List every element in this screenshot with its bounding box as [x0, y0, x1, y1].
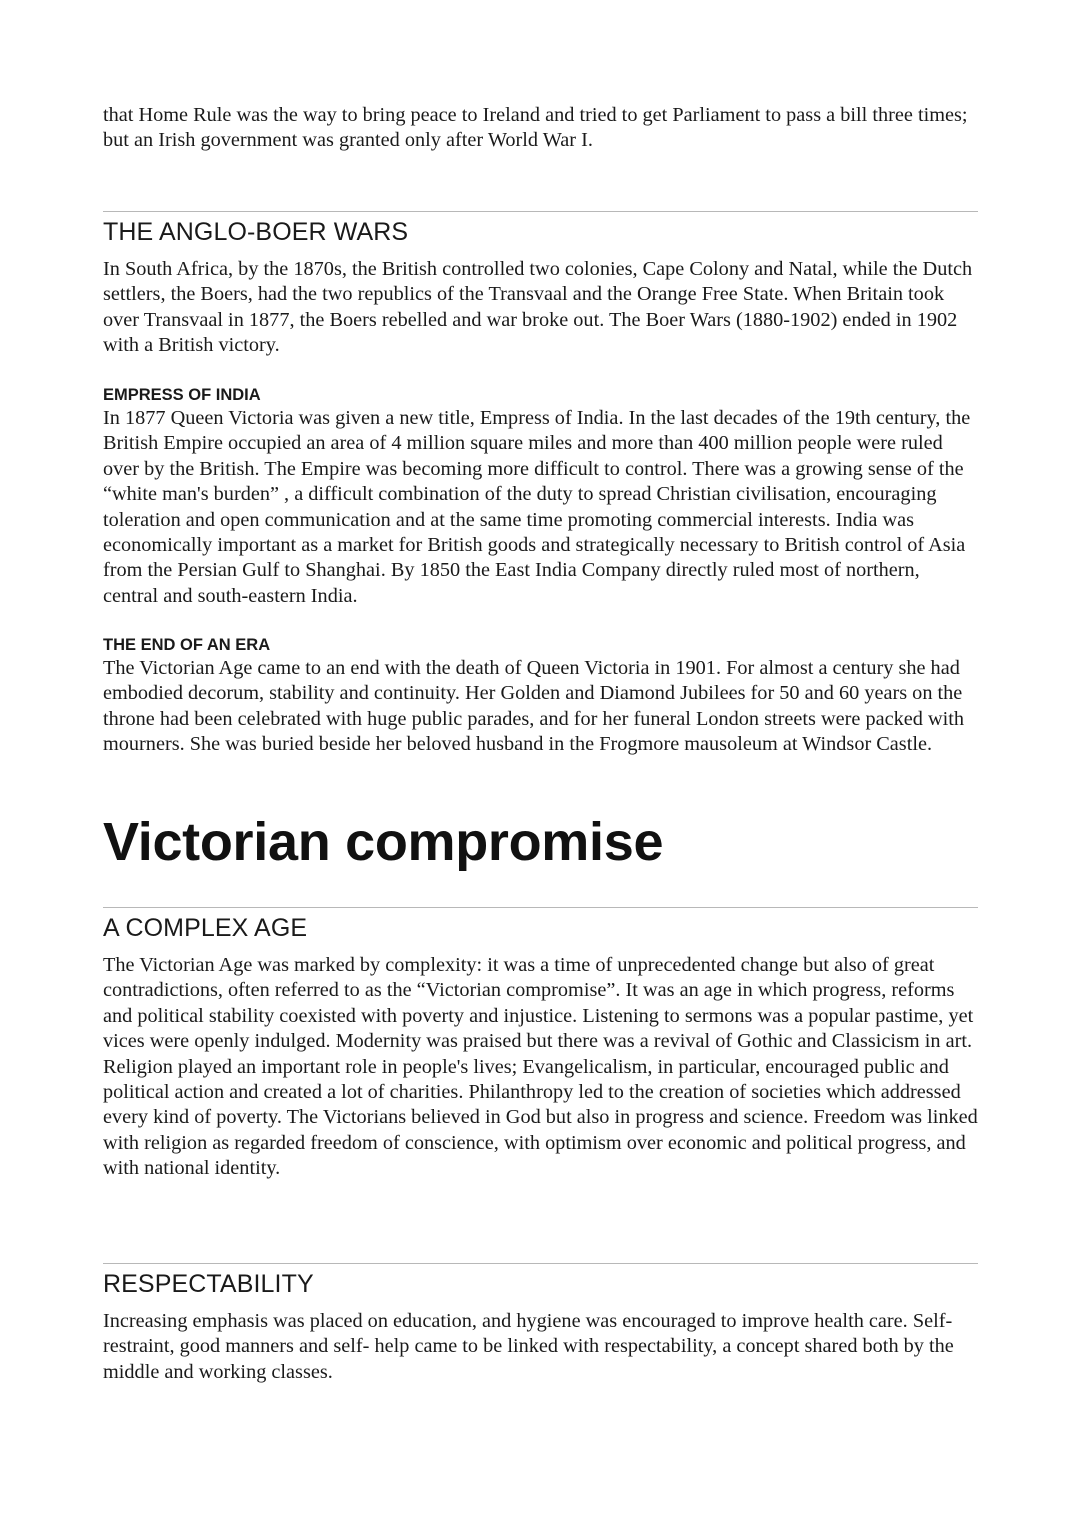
respectability-paragraph: Increasing emphasis was placed on education, and hygiene was encouraged to improve health care. Self-restraint, good manners and self- help came to be linked with respectability, a concept shared both by the middle and working classes. — [103, 1310, 954, 1383]
chapter-title: Victorian compromise — [103, 812, 664, 872]
empress-of-india-paragraph: In 1877 Queen Victoria was given a new title, Empress of India. In the last decades of the 19th century, the British Empire occupied an area of 4 million square miles and more than 400 million people were ruled over by the British. The Empire was becoming more difficult to control. There was a growing sense of the “white man's burden” , a difficult combination of the duty to spread Christian civilisation, encouraging toleration and open communication and at the same time promoting commercial interests. India was economically important as a market for British goods and strategically necessary to British control of Asia from the Persian Gulf to Shanghai. By 1850 the East India Company directly ruled most of northern, central and south-eastern India. — [103, 407, 971, 607]
empress-of-india-heading: EMPRESS OF INDIA — [103, 386, 261, 404]
complex-age-paragraph: The Victorian Age was marked by complexity: it was a time of unprecedented change but also of great contradictions, often referred to as the “Victorian compromise”. It was an age in which progress, reforms and political stability coexisted with poverty and injustice. Listening to sermons was a popular pastime, yet vices were openly indulged. Modernity was praised but there was a revival of Gothic and Classicism in art. Religion played an important role in people's lives; Evangelicalism, in particular, encouraged public and political action and created a lot of charities. Philanthropy led to the creation of societies which addressed every kind of poverty. The Victorians believed in God but also in progress and science. Freedom was linked with religion as regarded freedom of conscience, with optimism over economic and political progress, and with national identity. — [103, 954, 978, 1180]
end-of-era-paragraph: The Victorian Age came to an end with the death of Queen Victoria in 1901. For almost a century she had embodied decorum, stability and continuity. Her Golden and Diamond Jubilees for 50 and 60 years on the throne had been celebrated with huge public parades, and for her funeral London streets were packed with mourners. She was buried beside her beloved husband in the Frogmore mausoleum at Windsor Castle. — [103, 657, 965, 756]
respectability-heading: RESPECTABILITY — [103, 1270, 314, 1298]
section-divider — [103, 1263, 978, 1264]
complex-age-heading: A COMPLEX AGE — [103, 914, 308, 942]
boer-wars-paragraph: In South Africa, by the 1870s, the British controlled two colonies, Cape Colony and Natal, while the Dutch settlers, the Boers, had the two republics of the Transvaal and the Orange Free State. When Britain took over Transvaal in 1877, the Boers rebelled and war broke out. The Boer Wars (1880-1902) ended in 1902 with a British victory. — [103, 258, 973, 357]
end-of-era-heading: THE END OF AN ERA — [103, 636, 271, 654]
intro-continuation-paragraph: that Home Rule was the way to bring peace to Ireland and tried to get Parliament to pass a bill three times; but an Irish government was granted only after World War I. — [103, 104, 968, 152]
boer-wars-heading: THE ANGLO-BOER WARS — [103, 218, 409, 246]
section-divider — [103, 211, 978, 212]
section-divider — [103, 907, 978, 908]
